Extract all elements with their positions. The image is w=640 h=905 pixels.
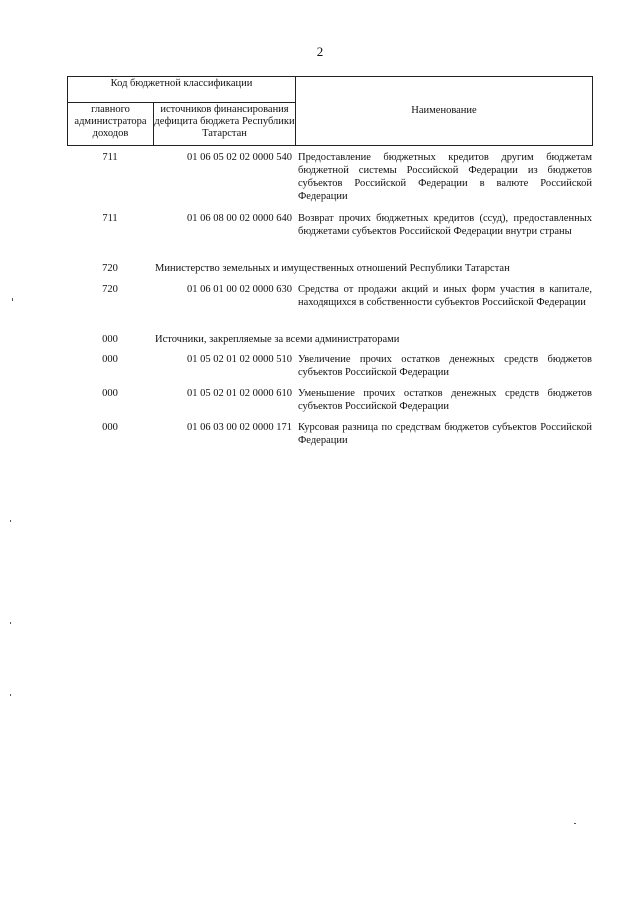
scan-artifact bbox=[574, 823, 576, 824]
header-source-column: источников финансирования дефицита бюджета Республики Татарстан bbox=[154, 104, 295, 139]
header-name-column: Наименование bbox=[411, 105, 477, 116]
admin-code: 000 bbox=[102, 422, 118, 433]
row-name: Возврат прочих бюджетных кредитов (ссуд), предоставленных бюджетами субъектов Российской Федерации внутри страны bbox=[298, 213, 592, 237]
budget-code: 01 06 01 00 02 0000 630 bbox=[187, 284, 292, 295]
header-divider bbox=[68, 102, 295, 103]
admin-code: 720 bbox=[102, 284, 118, 295]
section-heading: Министерство земельных и имущественных отношений Республики Татарстан bbox=[155, 263, 510, 274]
row-name: Курсовая разница по средствам бюджетов субъектов Российской Федерации bbox=[298, 422, 592, 446]
budget-code: 01 06 05 02 02 0000 540 bbox=[187, 152, 292, 163]
scan-artifact bbox=[10, 694, 11, 696]
page-number: 2 bbox=[316, 44, 324, 59]
admin-code: 711 bbox=[102, 213, 118, 224]
section-heading: Источники, закрепляемые за всеми администраторами bbox=[155, 334, 400, 345]
row-name: Предоставление бюджетных кредитов другим бюджетам бюджетной системы Российской Федерации из бюджетов субъектов Российской Федерации в валюте Российской Федерации bbox=[298, 152, 592, 202]
budget-code: 01 06 08 00 02 0000 640 bbox=[187, 213, 292, 224]
admin-code: 000 bbox=[102, 354, 118, 365]
admin-code: 000 bbox=[102, 334, 118, 345]
budget-code: 01 05 02 01 02 0000 510 bbox=[187, 354, 292, 365]
table-header bbox=[67, 76, 593, 146]
header-budget-code: Код бюджетной классификации bbox=[110, 78, 253, 89]
admin-code: 720 bbox=[102, 263, 118, 274]
scan-artifact bbox=[12, 298, 13, 301]
row-name: Средства от продажи акций и иных форм участия в капитале, находящихся в собственности субъектов Российской Федерации bbox=[298, 284, 592, 308]
admin-code: 711 bbox=[102, 152, 118, 163]
admin-code: 000 bbox=[102, 388, 118, 399]
header-admin-column: главного администратора доходов bbox=[74, 104, 147, 139]
budget-code: 01 05 02 01 02 0000 610 bbox=[187, 388, 292, 399]
budget-code: 01 06 03 00 02 0000 171 bbox=[187, 422, 292, 433]
row-name: Уменьшение прочих остатков денежных средств бюджетов субъектов Российской Федерации bbox=[298, 388, 592, 412]
scan-artifact bbox=[10, 622, 11, 624]
scan-artifact bbox=[10, 520, 11, 522]
row-name: Увеличение прочих остатков денежных средств бюджетов субъектов Российской Федерации bbox=[298, 354, 592, 378]
